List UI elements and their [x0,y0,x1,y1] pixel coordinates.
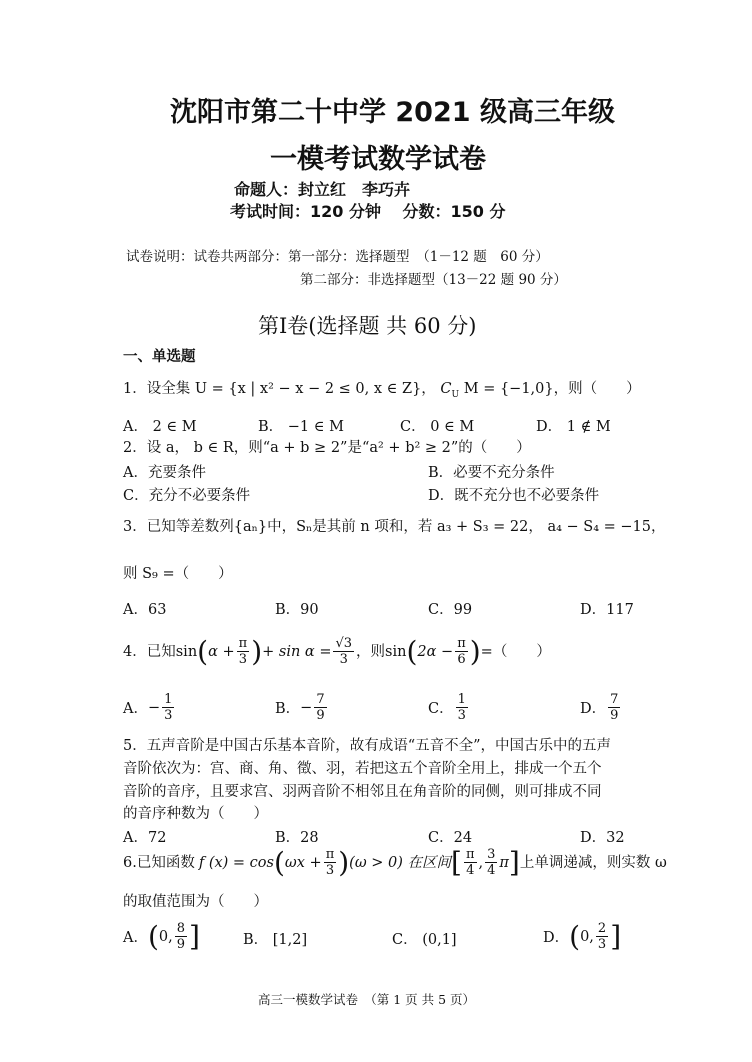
q4-option-a-sign: − [147,699,161,716]
q4-option-c[interactable] [428,692,470,723]
q6-omega-x-plus: ωx + [284,854,322,871]
q6-frac-3-4-den: 4 [487,863,496,878]
q6-comma: , [478,854,484,871]
q6-option-c-label: C． [392,932,418,948]
q6-option-a-left: 0, [158,928,173,945]
question-6-line-2: 的取值范围为（ ） [123,894,268,910]
q4-option-d-label: D． [580,701,607,717]
q5-option-d[interactable]: D．32 [580,830,625,846]
q6-frac-pi-3-den: 3 [325,863,335,878]
q6-option-d-rb: ] [610,920,622,953]
q4-sin-2: sin [385,643,407,660]
q4-option-b-den: 9 [316,708,325,723]
q6-option-a-label: A． [123,930,148,946]
question-1-stem [123,378,641,406]
q4-option-a-den: 3 [164,708,173,723]
q4-option-c-label: C． [428,701,454,717]
q4-option-b-label: B． [275,701,301,717]
q5-option-c[interactable]: C．24 [428,830,473,846]
authors: 命题人：封立红 李巧卉 [234,180,411,199]
q6-frac-3-4 [485,847,497,878]
question-5-line-3: 音阶的音序，且要求宫、羽两音阶不相邻且在角音阶的同侧，则可排成不同 [123,784,602,800]
q4-frac-sqrt3-3 [333,636,354,667]
q6-condition: (ω > 0) 在区间 [349,854,452,871]
q6-option-d-den: 3 [597,937,607,952]
q6-frac-pi-4 [464,847,477,878]
instructions-line-1: 试卷说明：试卷共两部分：第一部分：选择题型 （1－12 题 60 分） [126,249,549,265]
q4-frac-pi-3 [237,636,250,667]
q4-comma-then: ，则 [356,643,386,660]
q6-option-d-lb: ( [569,920,581,953]
q5-option-b[interactable]: B．28 [275,830,319,846]
q4-frac-pi-6-num: π [457,636,466,651]
q4-frac-pi-3-den: 3 [238,652,248,667]
section-title: 第Ⅰ卷(选择题 共 60 分) [258,314,477,338]
q1-stem-text: 1．设全集 U = {x | x² − x − 2 ≤ 0, x ∈ Z}， [123,381,436,397]
q2-option-d[interactable]: D．既不充分也不必要条件 [428,488,600,504]
q6-frac-pi-3 [324,847,337,878]
q1-option-a[interactable]: A． 2 ∈ M [123,419,197,435]
q6-option-d-frac [596,921,608,952]
q6-option-a-frac [175,921,187,952]
q4-equals-blank: =（ ） [480,643,551,660]
q6-option-a-lb: ( [147,920,159,953]
question-3-stem-2: 则 S₉ =（ ） [123,566,233,582]
q3-option-d[interactable]: D．117 [580,602,634,618]
q6-suffix: 上单调递减，则实数 ω [519,854,667,871]
question-3-stem: 3．已知等差数列{aₙ}中，Sₙ是其前 n 项和，若 a₃ + S₃ = 22， a₄ − S₄ = −15， [123,519,666,535]
question-4-stem [123,636,551,667]
question-5-line-1: 5．五声音阶是中国古乐基本音阶，故有成语“五音不全”，中国古乐中的五声 [123,738,612,754]
q1-complement-rest: M = {−1,0}，则（ ） [463,381,641,397]
q3-option-c[interactable]: C．99 [428,602,473,618]
q2-option-a[interactable]: A．充要条件 [123,465,206,481]
q4-alpha-plus: α + [208,643,235,660]
q6-option-a[interactable] [123,920,200,953]
q4-close-paren-2: ) [469,634,481,668]
q4-two-alpha-minus: 2α − [417,643,454,660]
q4-option-b-num: 7 [316,692,325,707]
q6-option-d[interactable] [543,920,621,953]
q6-open-paren: ( [273,845,285,879]
q6-option-b[interactable] [243,928,307,949]
q4-prefix: 4．已知 [123,643,176,660]
q6-option-a-rb: ] [189,920,200,953]
part-heading: 一、单选题 [123,349,196,365]
q4-option-d[interactable] [580,692,622,723]
q4-option-a-label: A． [123,701,148,717]
q4-option-c-frac [456,692,468,723]
question-6-stem [123,847,667,878]
q3-option-b[interactable]: B．90 [275,602,319,618]
q1-complement-sub: U [451,389,460,400]
q6-frac-pi-4-den: 4 [466,863,475,878]
q1-option-b[interactable]: B． −1 ∈ M [258,419,344,435]
q4-option-b[interactable] [275,692,329,723]
q4-option-a-frac [162,692,174,723]
q4-frac-pi-6 [455,636,468,667]
q4-open-paren-1: ( [197,634,209,668]
exam-info: 考试时间：120 分钟 分数：150 分 [230,202,506,221]
q6-option-c-text: (0,1] [422,932,457,948]
q2-option-b[interactable]: B．必要不充分条件 [428,465,555,481]
q4-option-b-frac [314,692,326,723]
q4-option-d-frac [608,692,620,723]
q4-option-a[interactable] [123,692,176,723]
q4-option-d-num: 7 [610,692,619,707]
q4-frac-sqrt3-num: √3 [335,636,353,651]
q4-plus-sin: + sin α = [262,643,332,660]
question-5-line-4: 的音序种数为（ ） [123,806,268,822]
question-2-stem: 2．设 a， b ∈ R，则“a + b ≥ 2”是“a² + b² ≥ 2”的（ ） [123,440,531,456]
q2-option-c[interactable]: C．充分不必要条件 [123,488,251,504]
q1-complement: C [440,381,452,397]
q4-option-b-sign: − [300,699,313,716]
q6-option-a-num: 8 [176,921,186,936]
q1-option-c[interactable]: C． 0 ∈ M [400,419,475,435]
instructions-line-2: 第二部分：非选择题型（13－22 题 90 分） [300,272,567,288]
q3-option-a[interactable]: A．63 [123,602,167,618]
q4-frac-pi-6-den: 6 [457,652,466,667]
q1-option-d[interactable]: D． 1 ∉ M [536,419,611,435]
q6-option-b-text: [1,2] [272,932,308,948]
q4-close-paren-1: ) [251,634,263,668]
title-line-1: 沈阳市第二十中学 2021 级高三年级 [170,97,615,128]
q6-option-c[interactable] [392,928,457,949]
q4-frac-pi-3-num: π [238,636,248,651]
q4-option-c-den: 3 [457,708,466,723]
page-footer: 高三一模数学试卷 （第 1 页 共 5 页） [258,992,476,1007]
q6-option-d-label: D． [543,930,570,946]
q6-open-bracket: [ [451,845,462,879]
q6-fx: f (x) = cos [198,854,274,871]
q5-option-a[interactable]: A．72 [123,830,167,846]
q4-open-paren-2: ( [406,634,418,668]
q4-option-d-den: 9 [610,708,619,723]
q4-sin-1: sin [175,643,198,660]
q4-option-c-num: 1 [457,692,466,707]
q6-option-d-left: 0, [580,928,594,945]
q6-frac-pi-3-num: π [325,847,335,862]
q6-option-d-num: 2 [597,921,607,936]
q6-option-a-den: 9 [176,937,186,952]
q6-option-b-label: B． [243,932,269,948]
title-line-2: 一模考试数学试卷 [270,144,486,175]
q6-close-bracket: ] [508,845,520,879]
q6-close-paren: ) [338,845,350,879]
q6-prefix: 6.已知函数 [123,854,195,871]
q6-frac-pi-4-num: π [465,847,475,862]
question-5-line-2: 音阶依次为：宫、商、角、徵、羽，若把这五个音阶全用上，排成一个五个 [123,761,602,777]
q4-frac-sqrt3-den: 3 [339,652,348,667]
q6-frac-3-4-num: 3 [487,847,496,862]
q4-option-a-num: 1 [164,692,173,707]
q6-pi-suffix: π [499,854,509,871]
